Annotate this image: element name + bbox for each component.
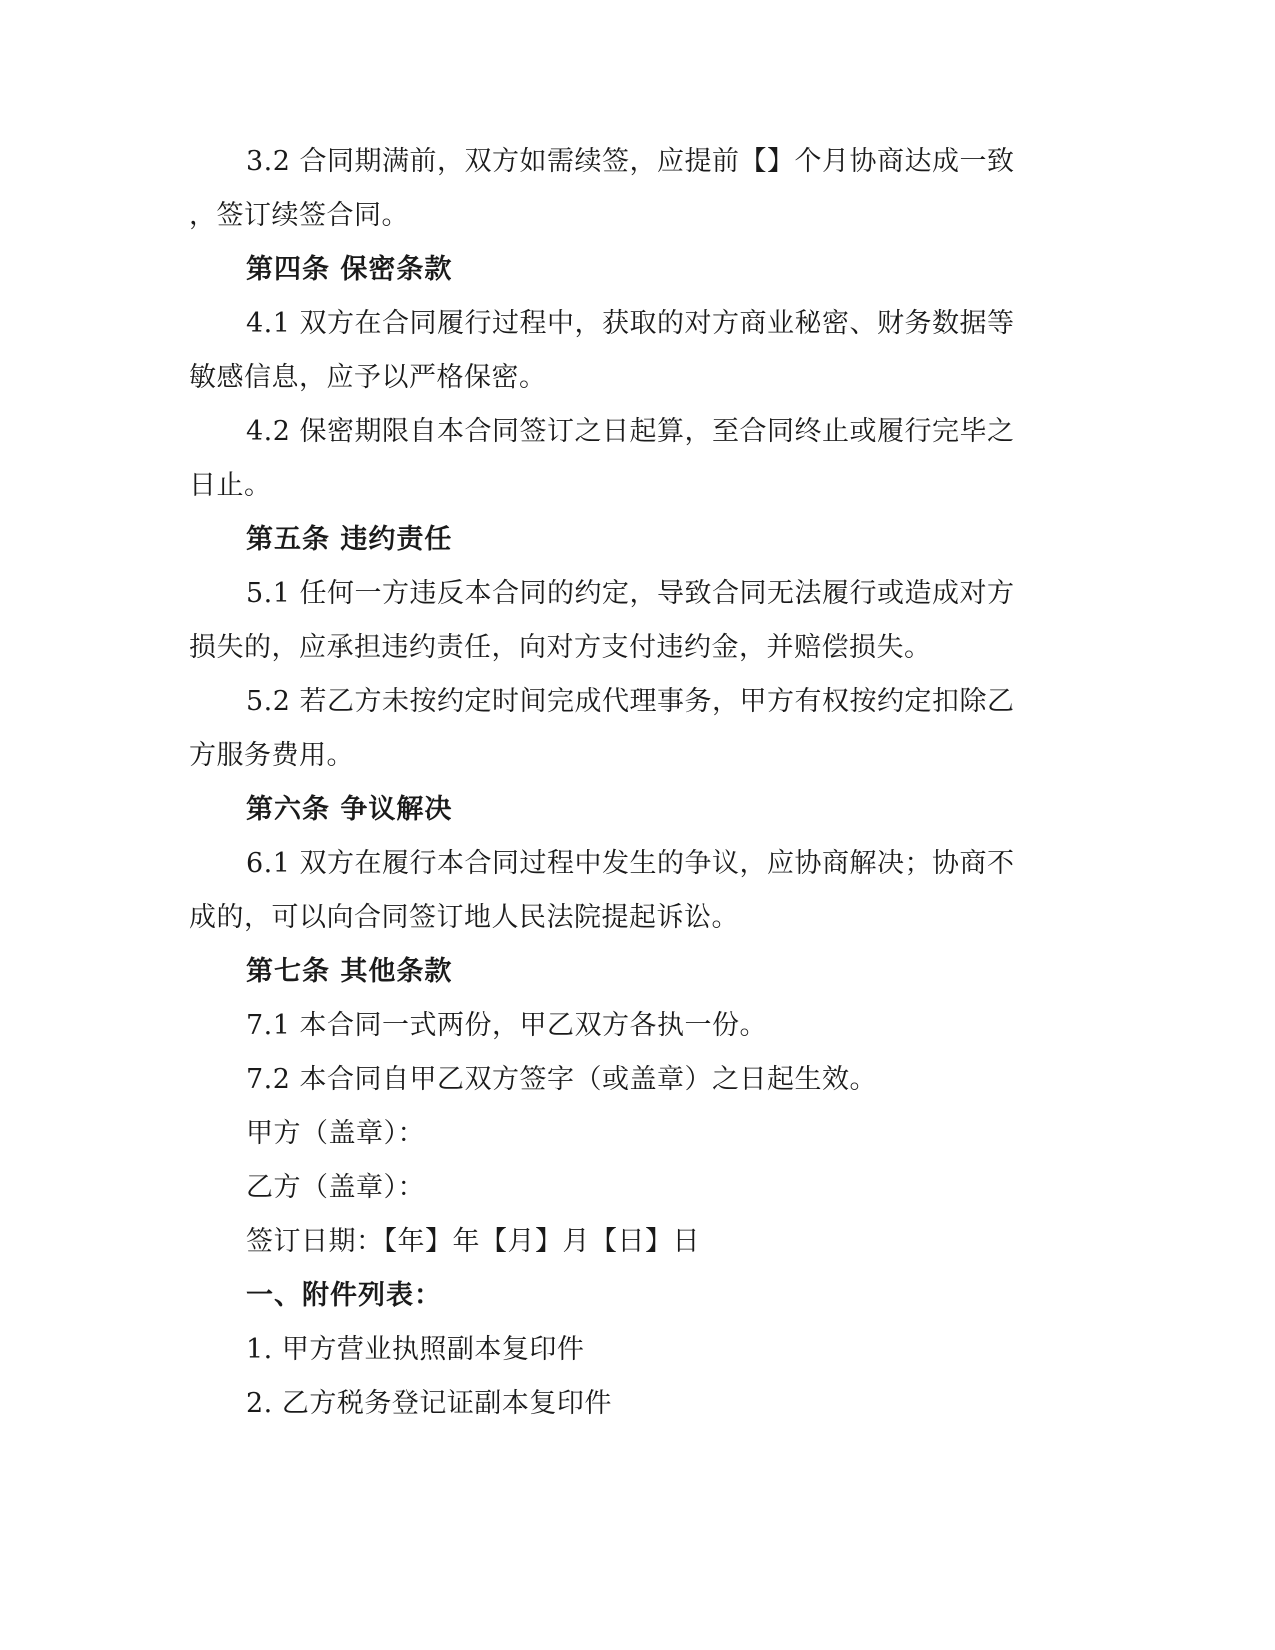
clause-3-2-line-1: 3.2 合同期满前，双方如需续签，应提前【】个月协商达成一致	[246, 146, 1015, 177]
party-a-seal: 甲方（盖章）：	[246, 1118, 425, 1149]
article-4-heading: 第四条 保密条款	[246, 254, 453, 285]
clause-7-2: 7.2 本合同自甲乙双方签字（或盖章）之日起生效。	[246, 1064, 878, 1095]
clause-7-1: 7.1 本合同一式两份，甲乙双方各执一份。	[246, 1010, 768, 1041]
clause-4-2-line-1: 4.2 保密期限自本合同签订之日起算，至合同终止或履行完毕之	[246, 416, 1015, 447]
clause-4-2-line-2: 日止。	[189, 470, 272, 501]
article-5-heading: 第五条 违约责任	[246, 524, 453, 555]
clause-5-2-line-1: 5.2 若乙方未按约定时间完成代理事务，甲方有权按约定扣除乙	[246, 686, 1015, 717]
signing-date: 签订日期：【年】年【月】月【日】日	[246, 1226, 700, 1257]
party-b-seal: 乙方（盖章）：	[246, 1172, 425, 1203]
article-7-heading: 第七条 其他条款	[246, 956, 453, 987]
article-6-heading: 第六条 争议解决	[246, 794, 453, 825]
attachment-item-1: 1. 甲方营业执照副本复印件	[246, 1334, 585, 1365]
clause-4-1-line-1: 4.1 双方在合同履行过程中，获取的对方商业秘密、财务数据等	[246, 308, 1015, 339]
clause-6-1-line-1: 6.1 双方在履行本合同过程中发生的争议，应协商解决；协商不	[246, 848, 1015, 879]
clause-3-2-line-2: ，签订续签合同。	[189, 200, 409, 231]
clause-4-1-line-2: 敏感信息，应予以严格保密。	[189, 362, 547, 393]
clause-5-1-line-1: 5.1 任何一方违反本合同的约定，导致合同无法履行或造成对方	[246, 578, 1015, 609]
clause-6-1-line-2: 成的，可以向合同签订地人民法院提起诉讼。	[189, 902, 739, 933]
attachment-item-2: 2. 乙方税务登记证副本复印件	[246, 1388, 612, 1419]
clause-5-1-line-2: 损失的，应承担违约责任，向对方支付违约金，并赔偿损失。	[189, 632, 932, 663]
clause-5-2-line-2: 方服务费用。	[189, 740, 354, 771]
attachments-heading: 一、附件列表：	[246, 1280, 442, 1311]
